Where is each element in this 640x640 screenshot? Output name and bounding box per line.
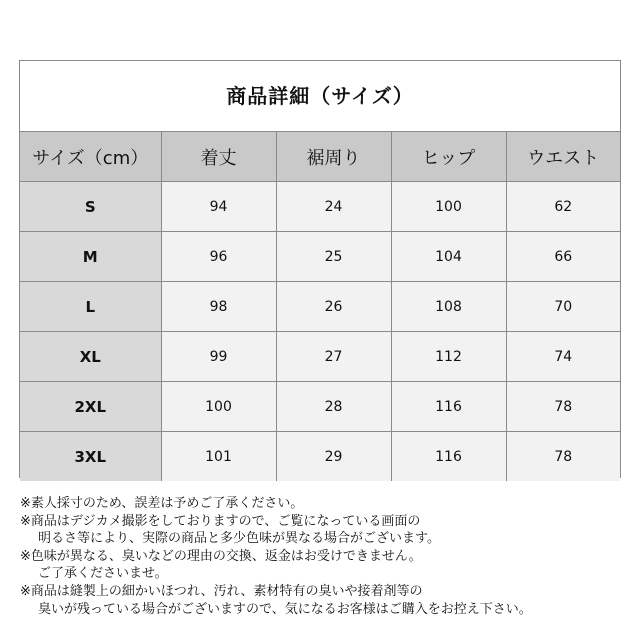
length-value: 99	[161, 332, 276, 382]
hip-value: 104	[391, 232, 506, 282]
waist-value: 66	[506, 232, 620, 282]
size-label: 2XL	[20, 382, 161, 432]
table-row	[20, 182, 620, 232]
hip-value: 112	[391, 332, 506, 382]
waist-value: 62	[506, 182, 620, 232]
size-label: S	[20, 182, 161, 232]
table-row	[20, 432, 620, 482]
hem-value: 26	[276, 282, 391, 332]
waist-value: 70	[506, 282, 620, 332]
table-row	[20, 282, 620, 332]
note-line: ※素人採寸のため、誤差は予めご了承ください。	[20, 496, 304, 511]
note-line: 臭いが残っている場合がございますので、気になるお客様はご購入をお控え下さい。	[38, 601, 532, 617]
size-table	[20, 132, 620, 481]
length-value: 101	[161, 432, 276, 482]
size-chart	[19, 60, 621, 478]
length-value: 94	[161, 182, 276, 232]
header-waist: ウエスト	[506, 132, 620, 182]
size-label: L	[20, 282, 161, 332]
header-length: 着丈	[161, 132, 276, 182]
table-row	[20, 382, 620, 432]
note-line: ※商品は縫製上の細かいほつれ、汚れ、素材特有の臭いや接着剤等の	[20, 583, 423, 599]
length-value: 100	[161, 382, 276, 432]
note-line: ※商品はデジカメ撮影をしておりますので、ご覧になっている画面の	[20, 513, 421, 529]
table-row	[20, 332, 620, 382]
notes-block	[20, 495, 625, 618]
note-line: 明るさ等により、実際の商品と多少色味が異なる場合がございます。	[38, 531, 440, 547]
hem-value: 25	[276, 232, 391, 282]
header-hem: 裾周り	[276, 132, 391, 182]
hem-value: 29	[276, 432, 391, 482]
header-hip: ヒップ	[391, 132, 506, 182]
hip-value: 100	[391, 182, 506, 232]
length-value: 98	[161, 282, 276, 332]
waist-value: 78	[506, 432, 620, 482]
note-line: ※色味が異なる、臭いなどの理由の交換、返金はお受けできません。	[20, 548, 422, 564]
waist-value: 78	[506, 382, 620, 432]
hem-value: 24	[276, 182, 391, 232]
note-line: ご了承くださいませ。	[38, 566, 168, 582]
chart-title: 商品詳細（サイズ）	[20, 61, 620, 132]
header-size: サイズ（cm）	[20, 132, 161, 182]
size-label: XL	[20, 332, 161, 382]
hip-value: 116	[391, 432, 506, 482]
waist-value: 74	[506, 332, 620, 382]
size-label: 3XL	[20, 432, 161, 482]
table-row	[20, 232, 620, 282]
hem-value: 27	[276, 332, 391, 382]
header-row	[20, 132, 620, 182]
size-label: M	[20, 232, 161, 282]
hem-value: 28	[276, 382, 391, 432]
hip-value: 108	[391, 282, 506, 332]
hip-value: 116	[391, 382, 506, 432]
length-value: 96	[161, 232, 276, 282]
